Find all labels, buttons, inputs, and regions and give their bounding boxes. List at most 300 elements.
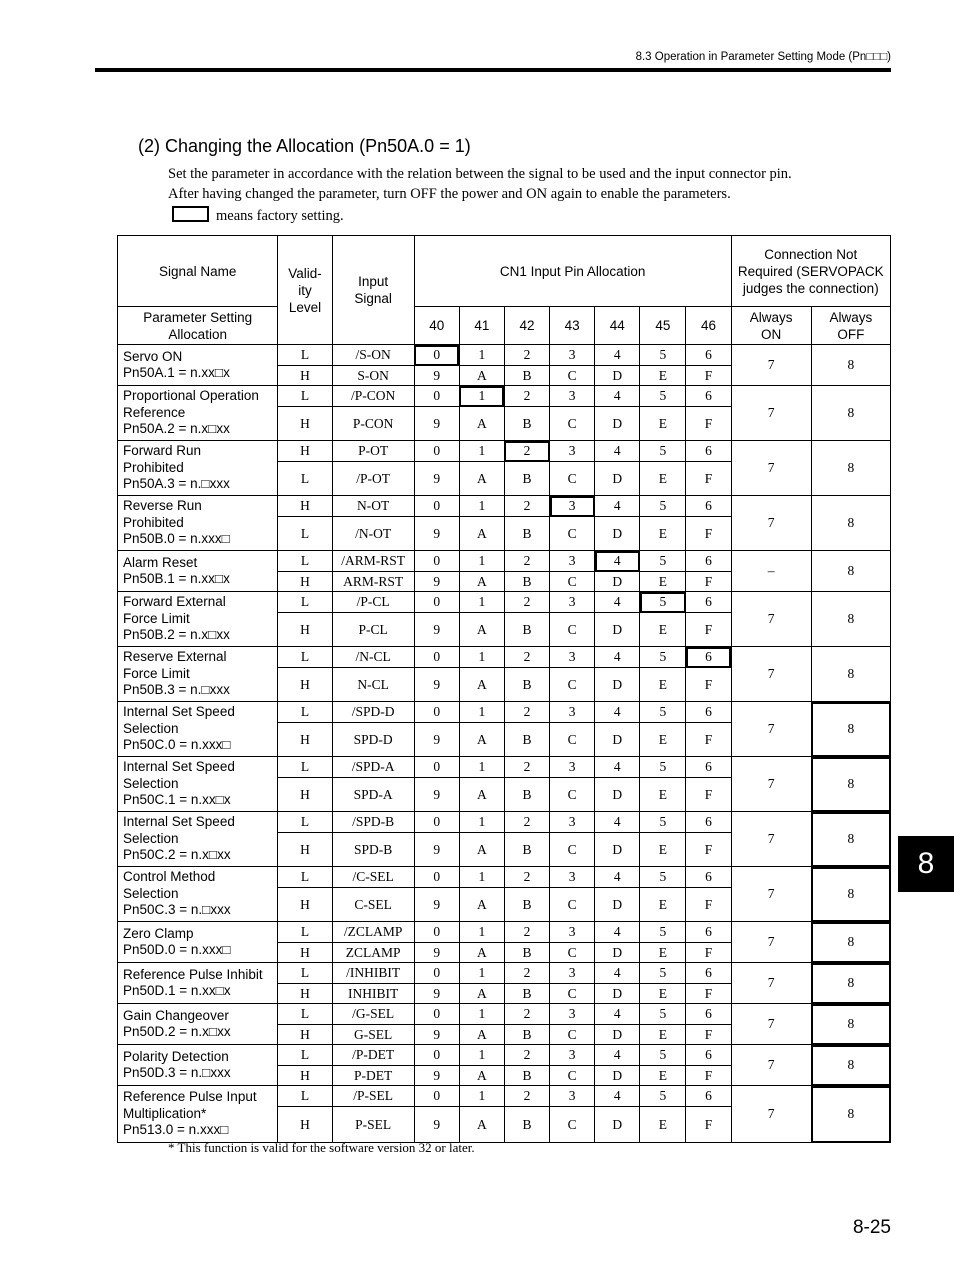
pin-cell: 1 <box>459 867 504 888</box>
validity-level-cell: H <box>278 366 332 386</box>
table-row <box>118 1004 891 1025</box>
pin-cell: 4 <box>595 386 640 407</box>
factory-setting-cell: 5 <box>640 592 686 613</box>
pin-cell: 9 <box>414 888 459 922</box>
table-row <box>118 1045 891 1066</box>
table-row <box>118 386 891 407</box>
pin-cell: F <box>686 984 731 1004</box>
pin-cell: 4 <box>595 963 640 984</box>
chapter-tab: 8 <box>898 836 954 892</box>
pin-cell: E <box>640 407 686 441</box>
pin-cell: 4 <box>595 812 640 833</box>
pin-cell: 6 <box>686 496 731 517</box>
footnote: * This function is valid for the software version 32 or later. <box>168 1140 475 1155</box>
always-off-cell: 8 <box>811 592 890 647</box>
input-signal-cell: /P-SEL <box>332 1086 414 1107</box>
always-off-cell: 8 <box>811 345 890 386</box>
pin-cell: 9 <box>414 1107 459 1143</box>
pin-cell: 4 <box>595 757 640 778</box>
pin-cell: D <box>595 407 640 441</box>
pin-header: 45 <box>640 307 686 345</box>
pin-cell: E <box>640 888 686 922</box>
pin-cell: F <box>686 833 731 867</box>
input-signal-cell: SPD-A <box>332 778 414 812</box>
pin-cell: E <box>640 613 686 647</box>
pin-cell: F <box>686 1107 731 1143</box>
validity-level-cell: L <box>278 757 332 778</box>
pin-cell: F <box>686 613 731 647</box>
pin-cell: B <box>504 833 549 867</box>
signal-name-line: Selection <box>123 885 179 901</box>
pin-cell: A <box>459 366 504 386</box>
signal-name-line: Pn50A.1 = n.xx□x <box>123 365 230 380</box>
pin-cell: 4 <box>595 867 640 888</box>
signal-name-line: Pn50D.1 = n.xx□x <box>123 983 231 998</box>
pin-cell: E <box>640 462 686 496</box>
pin-cell: 9 <box>414 943 459 963</box>
pin-cell: 1 <box>459 1086 504 1107</box>
pin-cell: 5 <box>640 963 686 984</box>
pin-header: 40 <box>414 307 459 345</box>
always-on-cell: 7 <box>731 647 811 702</box>
pin-cell: B <box>504 1025 549 1045</box>
validity-level-cell: H <box>278 984 332 1004</box>
pin-cell: D <box>595 943 640 963</box>
signal-name-line: Gain Changeover <box>123 1007 229 1023</box>
pin-cell: B <box>504 778 549 812</box>
pin-cell: D <box>595 723 640 757</box>
pin-cell: 2 <box>504 386 549 407</box>
signal-name-line: Pn50B.1 = n.xx□x <box>123 571 230 586</box>
pin-cell: B <box>504 613 549 647</box>
input-signal-cell: N-CL <box>332 668 414 702</box>
pin-cell: C <box>550 613 595 647</box>
input-signal-cell: /S-ON <box>332 345 414 366</box>
input-signal-cell: C-SEL <box>332 888 414 922</box>
signal-name-line: Internal Set Speed <box>123 759 235 775</box>
pin-cell: 2 <box>504 1045 549 1066</box>
pin-cell: D <box>595 1107 640 1143</box>
signal-name-cell <box>118 345 278 386</box>
pin-cell: D <box>595 517 640 551</box>
pin-cell: 2 <box>504 702 549 723</box>
pin-cell: 0 <box>414 647 459 668</box>
signal-name-line: Control Method <box>123 869 216 885</box>
legend-text: means factory setting. <box>216 208 344 224</box>
validity-level-cell: L <box>278 1004 332 1025</box>
pin-cell: 2 <box>504 757 549 778</box>
signal-name-line: Pn50D.3 = n.□xxx <box>123 1065 231 1080</box>
cn1-allocation-header: CN1 Input Pin Allocation <box>414 236 731 307</box>
signal-name-cell <box>118 1004 278 1045</box>
signal-name-cell <box>118 647 278 702</box>
signal-name-cell <box>118 812 278 867</box>
table-body <box>118 345 891 1143</box>
factory-setting-cell: 8 <box>811 1004 890 1045</box>
pin-cell: B <box>504 723 549 757</box>
pin-cell: C <box>550 572 595 592</box>
pin-cell: 9 <box>414 668 459 702</box>
pin-cell: E <box>640 984 686 1004</box>
validity-level-cell: L <box>278 867 332 888</box>
allocation-table <box>117 235 891 1143</box>
signal-name-line: Reference Pulse Inhibit <box>123 966 263 982</box>
always-off-cell: 8 <box>811 551 890 592</box>
pin-cell: 6 <box>686 1004 731 1025</box>
pin-cell: 4 <box>595 1045 640 1066</box>
pin-cell: 9 <box>414 1066 459 1086</box>
pin-cell: 5 <box>640 812 686 833</box>
always-on-cell: 7 <box>731 496 811 551</box>
pin-cell: E <box>640 833 686 867</box>
always-off-cell: 8 <box>811 647 890 702</box>
signal-name-line: Servo ON <box>123 348 183 364</box>
table-row <box>118 922 891 943</box>
validity-level-cell: L <box>278 462 332 496</box>
validity-level-header: Valid- ity Level <box>278 236 332 345</box>
pin-cell: 5 <box>640 345 686 366</box>
header-rule <box>95 68 891 72</box>
validity-level-cell: H <box>278 572 332 592</box>
pin-cell: 1 <box>459 647 504 668</box>
pin-cell: 5 <box>640 922 686 943</box>
validity-level-cell: H <box>278 833 332 867</box>
pin-cell: 1 <box>459 812 504 833</box>
pin-cell: E <box>640 778 686 812</box>
pin-cell: 3 <box>550 592 595 613</box>
pin-cell: A <box>459 984 504 1004</box>
factory-setting-cell: 8 <box>811 922 890 963</box>
signal-name-cell <box>118 441 278 496</box>
signal-name-line: Reference <box>123 404 186 420</box>
pin-cell: 5 <box>640 702 686 723</box>
pin-cell: A <box>459 613 504 647</box>
pin-cell: D <box>595 833 640 867</box>
pin-cell: 0 <box>414 386 459 407</box>
pin-header: 41 <box>459 307 504 345</box>
validity-level-cell: H <box>278 723 332 757</box>
pin-cell: B <box>504 668 549 702</box>
validity-level-cell: H <box>278 407 332 441</box>
input-signal-cell: SPD-B <box>332 833 414 867</box>
input-signal-cell: ZCLAMP <box>332 943 414 963</box>
pin-cell: A <box>459 517 504 551</box>
pin-cell: 3 <box>550 551 595 572</box>
pin-cell: 6 <box>686 922 731 943</box>
pin-cell: D <box>595 984 640 1004</box>
factory-setting-cell: 4 <box>595 551 640 572</box>
pin-cell: 5 <box>640 386 686 407</box>
factory-setting-cell: 1 <box>459 386 504 407</box>
input-signal-cell: /ARM-RST <box>332 551 414 572</box>
pin-cell: F <box>686 366 731 386</box>
pin-cell: 0 <box>414 757 459 778</box>
pin-cell: 0 <box>414 1086 459 1107</box>
signal-name-line: Pn50C.0 = n.xxx□ <box>123 737 231 753</box>
table-header <box>118 236 891 345</box>
pin-cell: D <box>595 366 640 386</box>
pin-cell: 3 <box>550 1086 595 1107</box>
table-row <box>118 702 891 723</box>
pin-cell: D <box>595 1066 640 1086</box>
pin-cell: 6 <box>686 592 731 613</box>
validity-level-cell: L <box>278 592 332 613</box>
pin-cell: D <box>595 778 640 812</box>
pin-cell: B <box>504 407 549 441</box>
factory-setting-cell: 8 <box>811 1086 890 1143</box>
input-signal-cell: P-OT <box>332 441 414 462</box>
parameter-setting-header: Parameter Setting Allocation <box>118 307 278 345</box>
pin-cell: F <box>686 407 731 441</box>
input-signal-cell: /P-CON <box>332 386 414 407</box>
input-signal-cell: /C-SEL <box>332 867 414 888</box>
pin-cell: 5 <box>640 1004 686 1025</box>
pin-cell: 9 <box>414 407 459 441</box>
pin-cell: D <box>595 668 640 702</box>
input-signal-cell: /G-SEL <box>332 1004 414 1025</box>
validity-level-cell: H <box>278 888 332 922</box>
pin-cell: 9 <box>414 366 459 386</box>
signal-name-line: Reserve External <box>123 649 227 665</box>
validity-level-cell: L <box>278 345 332 366</box>
pin-cell: 1 <box>459 1045 504 1066</box>
input-signal-cell: /N-OT <box>332 517 414 551</box>
factory-setting-cell: 0 <box>414 345 459 366</box>
factory-setting-cell: 8 <box>811 812 890 867</box>
input-signal-cell: /SPD-D <box>332 702 414 723</box>
validity-level-cell: H <box>278 1066 332 1086</box>
validity-level-cell: L <box>278 517 332 551</box>
intro-line-1: Set the parameter in accordance with the relation between the signal to be used and the input connector pin. <box>168 166 792 182</box>
signal-name-line: Alarm Reset <box>123 554 198 570</box>
signal-name-header: Signal Name <box>118 236 278 307</box>
input-signal-cell: P-SEL <box>332 1107 414 1143</box>
pin-cell: 0 <box>414 496 459 517</box>
pin-cell: 2 <box>504 1086 549 1107</box>
pin-cell: 4 <box>595 496 640 517</box>
pin-cell: B <box>504 1107 549 1143</box>
validity-level-cell: L <box>278 702 332 723</box>
table-row <box>118 496 891 517</box>
pin-cell: 9 <box>414 778 459 812</box>
pin-cell: A <box>459 1025 504 1045</box>
pin-cell: 9 <box>414 984 459 1004</box>
pin-cell: A <box>459 668 504 702</box>
validity-level-cell: H <box>278 496 332 517</box>
factory-setting-cell: 2 <box>504 441 549 462</box>
pin-cell: 1 <box>459 441 504 462</box>
pin-cell: 1 <box>459 702 504 723</box>
pin-cell: C <box>550 943 595 963</box>
pin-cell: 0 <box>414 963 459 984</box>
pin-cell: A <box>459 943 504 963</box>
pin-cell: B <box>504 462 549 496</box>
signal-name-line: Proportional Operation <box>123 388 259 404</box>
signal-name-line: Internal Set Speed <box>123 704 235 720</box>
pin-cell: 3 <box>550 441 595 462</box>
factory-setting-cell: 8 <box>811 757 890 812</box>
pin-cell: B <box>504 517 549 551</box>
factory-setting-cell: 8 <box>811 963 890 1004</box>
pin-cell: B <box>504 572 549 592</box>
pin-cell: 4 <box>595 1086 640 1107</box>
pin-cell: D <box>595 572 640 592</box>
signal-name-cell <box>118 867 278 922</box>
pin-cell: 0 <box>414 1004 459 1025</box>
pin-cell: F <box>686 517 731 551</box>
pin-cell: 9 <box>414 462 459 496</box>
pin-cell: 5 <box>640 1045 686 1066</box>
pin-cell: 6 <box>686 1045 731 1066</box>
validity-level-cell: L <box>278 922 332 943</box>
pin-cell: C <box>550 1025 595 1045</box>
signal-name-line: Reference Pulse Input <box>123 1089 257 1105</box>
pin-cell: C <box>550 668 595 702</box>
pin-cell: 3 <box>550 702 595 723</box>
pin-cell: 2 <box>504 496 549 517</box>
validity-level-cell: H <box>278 613 332 647</box>
signal-name-line: Force Limit <box>123 610 190 626</box>
always-off-cell: 8 <box>811 441 890 496</box>
signal-name-line: Selection <box>123 720 179 736</box>
pin-cell: 5 <box>640 496 686 517</box>
signal-name-line: Prohibited <box>123 459 184 475</box>
signal-name-line: Pn50D.2 = n.x□xx <box>123 1024 231 1039</box>
pin-cell: 3 <box>550 922 595 943</box>
signal-name-line: Pn50B.0 = n.xxx□ <box>123 531 230 547</box>
signal-name-line: Zero Clamp <box>123 925 194 941</box>
pin-cell: B <box>504 984 549 1004</box>
signal-name-line: Polarity Detection <box>123 1048 229 1064</box>
pin-cell: C <box>550 407 595 441</box>
pin-header: 44 <box>595 307 640 345</box>
pin-cell: F <box>686 1066 731 1086</box>
pin-cell: 0 <box>414 867 459 888</box>
input-signal-cell: INHIBIT <box>332 984 414 1004</box>
pin-cell: 0 <box>414 922 459 943</box>
always-off-header: Always OFF <box>811 307 890 345</box>
signal-name-cell <box>118 1045 278 1086</box>
factory-setting-cell: 8 <box>811 1045 890 1086</box>
pin-cell: 5 <box>640 867 686 888</box>
pin-cell: B <box>504 888 549 922</box>
pin-cell: 3 <box>550 963 595 984</box>
signal-name-line: Force Limit <box>123 665 190 681</box>
pin-cell: B <box>504 366 549 386</box>
pin-cell: 5 <box>640 441 686 462</box>
pin-cell: 4 <box>595 922 640 943</box>
pin-cell: 4 <box>595 1004 640 1025</box>
pin-cell: 6 <box>686 757 731 778</box>
pin-cell: A <box>459 572 504 592</box>
page-number: 8-25 <box>852 1217 891 1238</box>
signal-name-cell <box>118 963 278 1004</box>
input-signal-cell: /N-CL <box>332 647 414 668</box>
pin-cell: D <box>595 613 640 647</box>
table-row <box>118 1086 891 1107</box>
validity-level-cell: L <box>278 1045 332 1066</box>
validity-level-cell: L <box>278 1086 332 1107</box>
input-signal-cell: SPD-D <box>332 723 414 757</box>
pin-cell: E <box>640 366 686 386</box>
pin-cell: E <box>640 1025 686 1045</box>
signal-name-line: Forward Run <box>123 443 202 459</box>
always-off-cell: 8 <box>811 386 890 441</box>
pin-cell: F <box>686 668 731 702</box>
pin-cell: 4 <box>595 647 640 668</box>
pin-cell: 6 <box>686 702 731 723</box>
pin-cell: 6 <box>686 345 731 366</box>
pin-cell: 2 <box>504 963 549 984</box>
signal-name-cell <box>118 592 278 647</box>
always-on-cell: 7 <box>731 441 811 496</box>
pin-cell: 2 <box>504 867 549 888</box>
always-on-cell: 7 <box>731 702 811 757</box>
pin-cell: 0 <box>414 592 459 613</box>
input-signal-cell: P-DET <box>332 1066 414 1086</box>
pin-cell: 9 <box>414 517 459 551</box>
pin-cell: B <box>504 943 549 963</box>
pin-cell: 5 <box>640 1086 686 1107</box>
always-on-cell: 7 <box>731 867 811 922</box>
table-row <box>118 441 891 462</box>
pin-cell: 5 <box>640 647 686 668</box>
pin-cell: 3 <box>550 867 595 888</box>
pin-cell: 2 <box>504 345 549 366</box>
factory-setting-cell: 6 <box>686 647 731 668</box>
pin-cell: C <box>550 984 595 1004</box>
pin-cell: 0 <box>414 702 459 723</box>
intro-paragraph <box>168 164 888 204</box>
validity-level-cell: H <box>278 668 332 702</box>
pin-cell: 9 <box>414 572 459 592</box>
always-on-cell: 7 <box>731 1004 811 1045</box>
table-row <box>118 757 891 778</box>
pin-cell: 3 <box>550 1045 595 1066</box>
pin-cell: 2 <box>504 1004 549 1025</box>
factory-setting-cell: 3 <box>550 496 595 517</box>
pin-cell: F <box>686 888 731 922</box>
pin-cell: 9 <box>414 833 459 867</box>
pin-cell: C <box>550 1066 595 1086</box>
pin-cell: 9 <box>414 1025 459 1045</box>
pin-cell: 1 <box>459 1004 504 1025</box>
pin-cell: D <box>595 888 640 922</box>
validity-level-cell: L <box>278 386 332 407</box>
pin-cell: C <box>550 833 595 867</box>
always-on-cell: – <box>731 551 811 592</box>
legend-box-icon <box>172 206 209 222</box>
table-row <box>118 592 891 613</box>
pin-cell: 3 <box>550 386 595 407</box>
table-row <box>118 963 891 984</box>
table-row <box>118 647 891 668</box>
input-signal-cell: S-ON <box>332 366 414 386</box>
pin-cell: 5 <box>640 551 686 572</box>
pin-cell: 3 <box>550 812 595 833</box>
pin-cell: F <box>686 462 731 496</box>
intro-line-2: After having changed the parameter, turn OFF the power and ON again to enable the parameters. <box>168 186 731 202</box>
pin-cell: E <box>640 517 686 551</box>
pin-cell: 1 <box>459 922 504 943</box>
pin-cell: C <box>550 517 595 551</box>
validity-level-cell: L <box>278 812 332 833</box>
pin-cell: F <box>686 572 731 592</box>
pin-cell: 5 <box>640 757 686 778</box>
input-signal-header: Input Signal <box>332 236 414 345</box>
pin-cell: C <box>550 462 595 496</box>
signal-name-line: Selection <box>123 830 179 846</box>
